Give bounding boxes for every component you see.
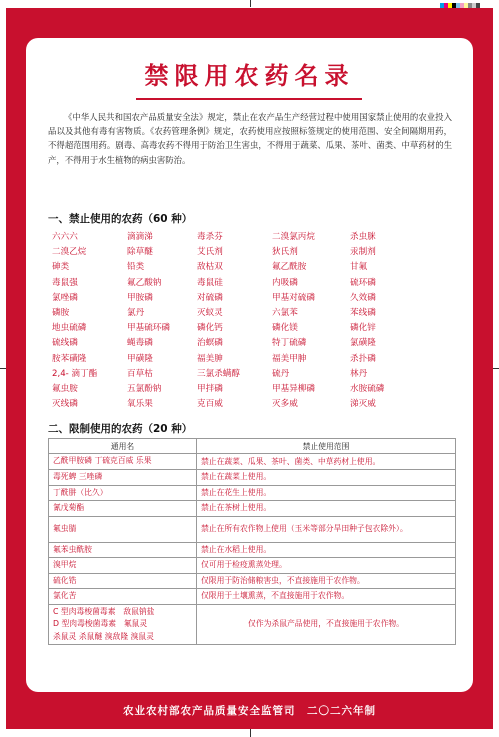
banned-pesticide-item: 六氯苯 — [272, 308, 298, 319]
banned-pesticide-item: 甲拌磷 — [197, 384, 223, 395]
banned-pesticide-item: 硫环磷 — [350, 277, 376, 288]
restricted-name-cell: 氰戊菊酯 — [49, 501, 197, 517]
restricted-scope-cell: 禁止在茶树上使用。 — [197, 501, 456, 517]
banned-pesticide-item: 硫丹 — [272, 368, 290, 379]
banned-pesticide-item: 甲基对硫磷 — [272, 292, 315, 303]
banned-pesticide-item: 2,4- 滴丁酯 — [52, 368, 98, 379]
banned-pesticide-item: 灭线磷 — [52, 399, 78, 410]
restricted-scope-cell: 禁止在蔬菜上使用。 — [197, 470, 456, 486]
banned-pesticide-grid — [52, 231, 452, 411]
restricted-scope-cell: 仅可用于检疫熏蒸处理。 — [197, 558, 456, 574]
header-scope: 禁止使用范围 — [197, 439, 456, 454]
issuer-footer: 农业农村部农产品质量安全监管司 二〇二六年制 — [123, 705, 376, 717]
banned-pesticide-item: 毒杀芬 — [197, 232, 223, 242]
restricted-name-cell: 氯化苦 — [49, 589, 197, 605]
header-name: 通用名 — [49, 439, 197, 454]
table-row — [49, 470, 456, 486]
banned-pesticide-item: 涕灭威 — [350, 399, 376, 410]
banned-pesticide-item: 百草枯 — [127, 368, 153, 379]
restricted-scope-cell: 禁止在水稻上使用。 — [197, 542, 456, 558]
restricted-scope-cell: 禁止在所有农作物上使用（玉米等部分旱田种子包衣除外）。 — [197, 516, 456, 542]
banned-pesticide-item: 甘氟 — [350, 262, 368, 273]
table-header-row — [49, 439, 456, 454]
poster — [6, 8, 493, 729]
banned-pesticide-item: 汞制剂 — [350, 247, 376, 258]
restricted-name-cell: 乙酰甲胺磷 丁硫克百威 乐果 — [49, 454, 197, 470]
banned-pesticide-item: 六六六 — [52, 232, 78, 242]
banned-pesticide-item: 甲基硫环磷 — [127, 323, 170, 334]
banned-pesticide-item: 氟乙酰胺 — [272, 262, 307, 273]
restricted-pesticide-table — [48, 438, 456, 645]
crop-mark-top — [250, 0, 251, 7]
banned-pesticide-item: 胺苯磺隆 — [52, 353, 87, 364]
crop-mark-right — [493, 368, 499, 369]
banned-pesticide-item: 氧乐果 — [127, 399, 153, 410]
banned-pesticide-item: 狄氏剂 — [272, 247, 298, 258]
banned-pesticide-item: 氟虫胺 — [52, 384, 78, 395]
table-row — [49, 573, 456, 589]
banned-pesticide-item: 林丹 — [350, 368, 368, 379]
table-row — [49, 589, 456, 605]
banned-pesticide-item: 硫线磷 — [52, 338, 78, 349]
page-title: 禁限用农药名录 — [144, 61, 355, 90]
restricted-name-cell: 溴甲烷 — [49, 558, 197, 574]
banned-pesticide-item: 杀扑磷 — [350, 353, 376, 364]
banned-pesticide-item: 磷化锌 — [350, 323, 376, 334]
restricted-scope-cell: 仅限用于防治储粮害虫，不直接施用于农作物。 — [197, 573, 456, 589]
banned-pesticide-item: 灭多威 — [272, 399, 298, 410]
banned-pesticide-item: 敌枯双 — [197, 262, 223, 273]
banned-pesticide-item: 特丁硫磷 — [272, 338, 307, 349]
restricted-name-cell: 氟虫腈 — [49, 516, 197, 542]
banned-pesticide-item: 艾氏剂 — [197, 247, 223, 258]
banned-pesticide-item: 地虫硫磷 — [52, 323, 87, 334]
banned-pesticide-item: 灭蚁灵 — [197, 308, 223, 319]
crop-mark-bottom — [250, 729, 251, 737]
banned-pesticide-item: 砷类 — [52, 262, 70, 273]
banned-pesticide-item: 甲胺磷 — [127, 292, 153, 303]
table-row — [49, 485, 456, 501]
banned-pesticide-item: 克百威 — [197, 399, 223, 410]
banned-pesticide-item: 福美甲胂 — [272, 353, 307, 364]
table-row — [49, 516, 456, 542]
banned-pesticide-item: 水胺硫磷 — [350, 384, 385, 395]
banned-pesticide-item: 苯线磷 — [350, 308, 376, 319]
banned-pesticide-item: 二溴乙烷 — [52, 247, 87, 258]
restricted-scope-cell: 仅作为杀鼠产品使用，不直接施用于农作物。 — [197, 604, 456, 645]
banned-pesticide-item: 磷化镁 — [272, 323, 298, 334]
restricted-name-cell: 毒死蜱 三唑磷 — [49, 470, 197, 486]
banned-pesticide-item: 三氯杀螨醇 — [197, 368, 240, 379]
banned-pesticide-item: 磷胺 — [52, 308, 70, 319]
section-restricted-title: 二、限制使用的农药（20 种） — [48, 423, 193, 435]
banned-pesticide-item: 毒鼠强 — [52, 277, 78, 288]
table-row — [49, 501, 456, 517]
section-banned-title: 一、禁止使用的农药（60 种） — [48, 213, 193, 225]
banned-pesticide-item: 毒鼠硅 — [197, 277, 223, 288]
banned-pesticide-item: 对硫磷 — [197, 292, 223, 303]
restricted-name-cell: 丁酰肼（比久） — [49, 485, 197, 501]
banned-pesticide-item: 蝇毒磷 — [127, 338, 153, 349]
banned-pesticide-item: 久效磷 — [350, 292, 376, 303]
banned-pesticide-item: 二溴氯丙烷 — [272, 232, 315, 242]
banned-pesticide-item: 氯唑磷 — [52, 292, 78, 303]
restricted-scope-cell: 禁止在花生上使用。 — [197, 485, 456, 501]
restricted-name-cell: C 型肉毒梭菌毒素 敌鼠钠盐 D 型肉毒梭菌毒素 氟鼠灵 杀鼠灵 杀鼠醚 溴敌隆 溴鼠灵 — [49, 604, 197, 645]
content-card — [26, 38, 473, 692]
restricted-name-cell: 氟苯虫酰胺 — [49, 542, 197, 558]
table-row — [49, 542, 456, 558]
table-row — [49, 558, 456, 574]
banned-pesticide-item: 铅类 — [127, 262, 145, 273]
table-row — [49, 454, 456, 470]
table-row — [49, 604, 456, 645]
title-underline — [136, 98, 362, 100]
banned-pesticide-item: 甲磺隆 — [127, 353, 153, 364]
banned-pesticide-item: 氯磺隆 — [350, 338, 376, 349]
banned-pesticide-item: 滴滴涕 — [127, 232, 153, 242]
banned-pesticide-item: 治螟磷 — [197, 338, 223, 349]
intro-paragraph: 《中华人民共和国农产品质量安全法》规定，禁止在农产品生产经营过程中使用国家禁止使用的农业投入品以及其他有毒有害物质。《农药管理条例》规定，农药使用应按照标签规定的使用范围、安全间隔期用药，不得超范围用药。剧毒、高毒农药不得用于防治卫生害虫，不得用于蔬菜、瓜果、茶叶、菌类、中草药材的生产，不得用于水生植物的病虫害防治。 — [48, 112, 452, 165]
banned-pesticide-item: 福美胂 — [197, 353, 223, 364]
restricted-name-cell: 硫化锆 — [49, 573, 197, 589]
banned-pesticide-item: 五氯酚钠 — [127, 384, 162, 395]
banned-pesticide-item: 甲基异柳磷 — [272, 384, 315, 395]
restricted-scope-cell: 仅限用于土壤熏蒸，不直接施用于农作物。 — [197, 589, 456, 605]
banned-pesticide-item: 除草醚 — [127, 247, 153, 258]
banned-pesticide-item: 氯丹 — [127, 308, 145, 319]
banned-pesticide-item: 磷化钙 — [197, 323, 223, 334]
banned-pesticide-item: 内吸磷 — [272, 277, 298, 288]
banned-pesticide-item: 杀虫脒 — [350, 232, 376, 242]
restricted-scope-cell: 禁止在蔬菜、瓜果、茶叶、菌类、中草药材上使用。 — [197, 454, 456, 470]
banned-pesticide-item: 氟乙酸钠 — [127, 277, 162, 288]
